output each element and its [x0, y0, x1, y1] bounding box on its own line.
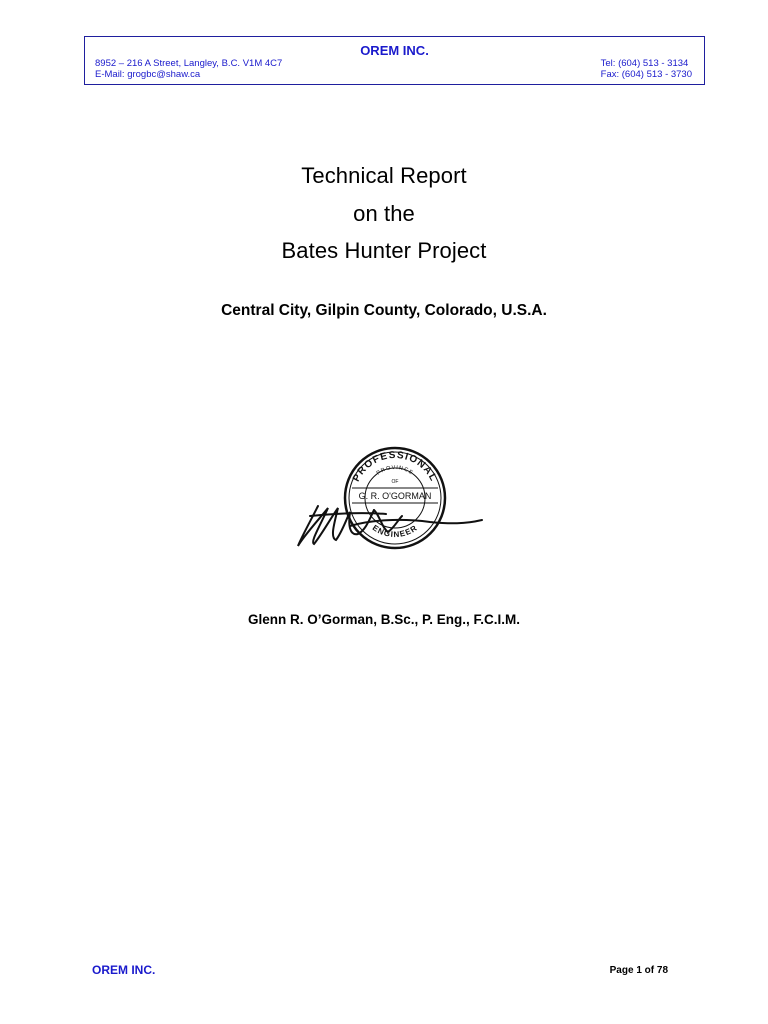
seal-province-text: PROVINCE — [375, 464, 415, 477]
professional-seal-and-signature — [290, 438, 490, 558]
report-title — [0, 157, 768, 270]
footer-company-name: OREM INC. — [92, 963, 156, 977]
svg-text:PROVINCE — [376, 465, 415, 477]
seal-graphic — [290, 438, 490, 558]
seal-name: G. R. O'GORMAN — [358, 491, 432, 501]
letterhead-company-name: OREM INC. — [360, 43, 429, 58]
author-name: Glenn R. O’Gorman, B.Sc., P. Eng., F.C.I.M. — [247, 612, 521, 627]
letterhead-box — [84, 36, 705, 85]
letterhead-contact — [601, 58, 692, 80]
page-number: Page 1 of 78 — [609, 965, 668, 976]
telephone-number: Tel: (604) 513 - 3134 — [600, 58, 689, 69]
title-line-2: on the — [353, 200, 415, 226]
street-address: 8952 – 216 A Street, Langley, B.C. V1M 4C7 — [95, 58, 283, 69]
project-location: Central City, Gilpin County, Colorado, U.S.A. — [221, 302, 547, 319]
seal-bottom-text: ENGINEER — [370, 523, 420, 540]
email-address: E-Mail: grogbc@shaw.ca — [95, 69, 201, 80]
signature-icon — [298, 506, 482, 546]
seal-top-text: PROFESSIONAL — [350, 449, 440, 484]
title-line-1: Technical Report — [301, 163, 467, 188]
letterhead-address — [95, 58, 282, 80]
seal-of-text: OF — [391, 479, 399, 485]
fax-number: Fax: (604) 513 - 3730 — [600, 69, 692, 80]
title-line-3: Bates Hunter Project — [281, 238, 487, 263]
